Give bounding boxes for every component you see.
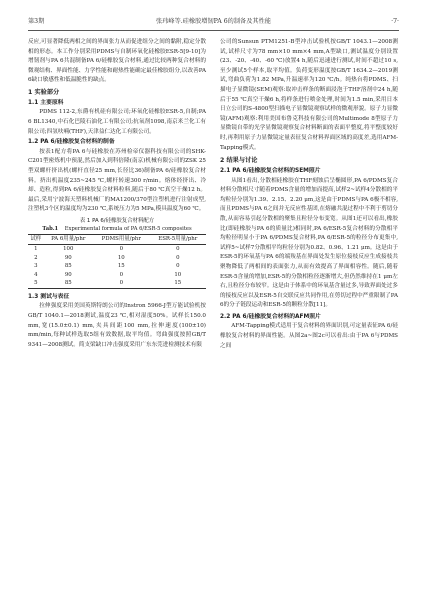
section-1-3-heading: 1.3 测试与表征 — [28, 293, 70, 300]
section-1-3-text — [28, 302, 206, 350]
table-cell: 0 — [119, 271, 124, 278]
table-caption-label: Tab.1 — [42, 226, 59, 233]
table-header-cell: PDMS用量/phr — [93, 235, 150, 245]
table-row — [28, 245, 206, 254]
table-cell: 0 — [176, 263, 180, 270]
header-rule — [28, 30, 399, 31]
section-2-1-text — [220, 177, 398, 311]
table-cell: 100 — [63, 246, 74, 252]
section-1-2-text — [28, 148, 206, 215]
paragraph: 按表1配方将PA 6与硅橡胶在苏州检帝仪器科技有限公司的SHK-C201型密炼机中预混,然后加入到科倍隆(南京)机械有限公司的ZSK 25型双螺杆挤出机(螺杆直径25 mm,长径比36)制备PA 6/硅橡胶复合材料。挤出机温度235~245 ℃,螺杆转速300 r/min。熔体经挤出、冷却、造粒,得到PA 6/硅橡胶复合材料粒料,随后于80 ℃真空干燥12 h。最后,采用宁波海天塑料机械厂的MA1200/370型注塑机进行注射成型,注塑机3个区的温度均为230 ℃,系统压力为5 MPa,模具温度为60 ℃。 — [28, 148, 206, 213]
table-cell: 90 — [64, 271, 72, 278]
intro-text — [28, 38, 206, 86]
table-cell: 0 — [176, 254, 180, 261]
section-2-1-heading: 2.1 PA 6/硅橡胶复合材料的SEM照片 — [220, 168, 321, 175]
table-cell: 1 — [34, 246, 38, 252]
issue-number: 第3期 — [28, 18, 45, 25]
running-header — [28, 16, 399, 28]
table-cell: 15 — [150, 279, 206, 288]
table-cell: 10 — [174, 271, 182, 278]
section-2-heading: 2 结果与讨论 — [220, 157, 258, 165]
table-cell: 3 — [34, 263, 38, 270]
table-cell: 0 — [119, 246, 124, 252]
section-2-2-heading: 2.2 PA 6/硅橡胶复合材料的AFM照片 — [220, 313, 321, 320]
paragraph: 拉伸强度采用美国英斯特朗公司的Instron 5966-J型万能试验机按GB/T 1040.1—2018测试,温度23 ℃,相对湿度50%。试样长150.0 mm,宽(15.0±0.1) mm,夹具间距100 mm,拉伸速度(100±10) mm/min,每种试样选取5组有效数据,取平均值。弯曲强度按照GB/T 9341—2008测试。简支梁缺口冲击强度采用广东东莞进检测技术有限 — [28, 303, 206, 348]
section-1-heading: 1 实验部分 — [28, 88, 60, 96]
table-caption-en — [28, 225, 206, 233]
paragraph: AFM-Tapping模式适用于复合材料的界面识别,可定量表征PA 6/硅橡胶复合材料的界面性能。从图2a~图2c可以看出:由于PA 6与PDMS之间 — [220, 323, 398, 349]
page-number: ·7· — [391, 18, 399, 25]
table-header-cell: 试样 — [28, 235, 44, 245]
table-cell: 0 — [176, 246, 180, 252]
paragraph: 反应,可显著降低两相之间的界面张力从而促进组分之间的黏附,稳定分散相的形态。本工作分别采用PDMS与自制环氧化硅橡胶ESR-5[9-10]为增韧剂与PA 6共混制备PA 6/硅橡胶复合材料,通过比较两种复合材料的微观结构、界面性能、力学性能和耐热性能确定最佳橡胶组分,以改善PA 6缺口敏感性和低温脆性的缺点。 — [28, 39, 206, 84]
table-cell: 4 — [34, 271, 38, 278]
left-column — [28, 38, 206, 350]
right-column — [220, 38, 398, 351]
table-row — [28, 279, 206, 288]
paragraph: 公司的Sunsun PTM1251-B型冲击试验机按GB/T 1043.1—2008测试,试样尺寸为78 mm×10 mm×4 mm,A型缺口,测试温度分别设置(23、-20、-40、-60 ℃)放置4 h,随后迅速进行测试,时间不超过10 s,至少测试5个样本,取平均值。负荷变形温度按GB/T 1634.2—2019测试,弯曲负荷为1.82 MPa,升温速率为120 ℃/h。纯热台将PDMS、扫描电子显微镜(SEM)观察:取冲击样条的断面浸泡于THF溶剂中24 h,随后于55 ℃真空干燥6 h,将样条进行喷金处理,时间为1.5 min,采用日本日立公司的S-4800型扫描电子显微镜观察试样的微观形貌。原子力显微镜(AFM)观察:利用美国布鲁克科技有限公司的Multimode 8型原子力显微镜自带的光学显微镜观察复合材料断面的表面平整度,将平整度较好时,再利用原子力显微镜定量表征复合材料界面区域的高度差,选用AFM-Tapping模式。 — [220, 39, 398, 151]
table-cell: 0 — [93, 279, 150, 288]
table-cell: 85 — [44, 279, 93, 288]
table-cell: 5 — [28, 279, 44, 288]
table-caption-en-text: Experimental formula of PA 6/ESR-5 composites — [64, 226, 192, 233]
section-1-1-text — [28, 108, 206, 137]
formula-table — [28, 234, 206, 289]
table-cell: 90 — [64, 254, 72, 261]
table-cell: 15 — [117, 263, 125, 270]
paragraph: PDMS 112-2,东爵有机硅有限公司;环氧化硅橡胶ESR-5,自制;PA 6 BL1340,中石化巴陵石油化工有限公司;抗氧剂1098,南京米兰化工有限公司;四氢呋喃(THF),天津益仁达化工有限公司。 — [28, 109, 206, 135]
table-row — [28, 271, 206, 280]
table-row — [28, 262, 206, 271]
table-row — [28, 254, 206, 263]
section-2-2-text — [220, 322, 398, 351]
section-1-1-heading: 1.1 主要原料 — [28, 99, 64, 106]
table-cell: 10 — [117, 254, 125, 261]
test-methods-text — [220, 38, 398, 153]
table-header-cell: PA 6用量/phr — [44, 235, 93, 245]
section-1-2-heading: 1.2 PA 6/硅橡胶复合材料的制备 — [28, 139, 115, 146]
paragraph: 从图1看出,分散相硅橡胶在THF刻蚀后呈椭圆形,PA 6/PDMS复合材料分散相尺寸随着PDMS含量的增加而提高,试样2~试样4分散相的平均粒径分别为1.39、2.15、2.20 μm,这是由于PDMS与PA 6极不相容,而且PDMS与PA 6之间并无反应性基团,在熔融共混过程中不利于剪切分散,从而容易引起分散相的聚集且粒径分布变宽。从图1还可以看出,橡胶比(即硅橡胶与PA 6的质量比)相同时,PA 6/ESR-5复合材料的分散相平均粒径明显小于PA 6/PDMS复合材料,PA 6/ESR-5的粒径分布更集中,试样5~试样7分散相平均粒径分别为0.82、0.96、1.21 μm。这是由于ESR-5的环氧基与PA 6的端羧基在界面处发生原位接枝反应生成接枝共聚物降低了两相间的表面张力,从而有效提高了界面相容性。随后,随着ESR-5含量的增加,ESR-5的分散相粒径逐渐增大,但仍然维持在1 μm左右,且粒径分布较窄。这是由于体系中的环氧基含量过多,导致界面处过多的接枝反应以及ESR-5自交联反应共同作用,在剪切过程中严重限制了PA 6的分子链段运动和ESR-5的颗粒分散[11]。 — [220, 177, 398, 309]
table-cell: 85 — [64, 263, 72, 270]
table-caption-cn: 表 1 PA 6/硅橡胶复合材料配方 — [79, 217, 155, 224]
table-cell: 2 — [34, 254, 38, 261]
table-body — [28, 245, 206, 289]
running-title: 张玮峰等.硅橡胶增韧PA 6的制备及其性能 — [156, 18, 271, 25]
table-header-cell: ESR-5用量/phr — [150, 235, 206, 245]
table-header-row — [28, 235, 206, 245]
